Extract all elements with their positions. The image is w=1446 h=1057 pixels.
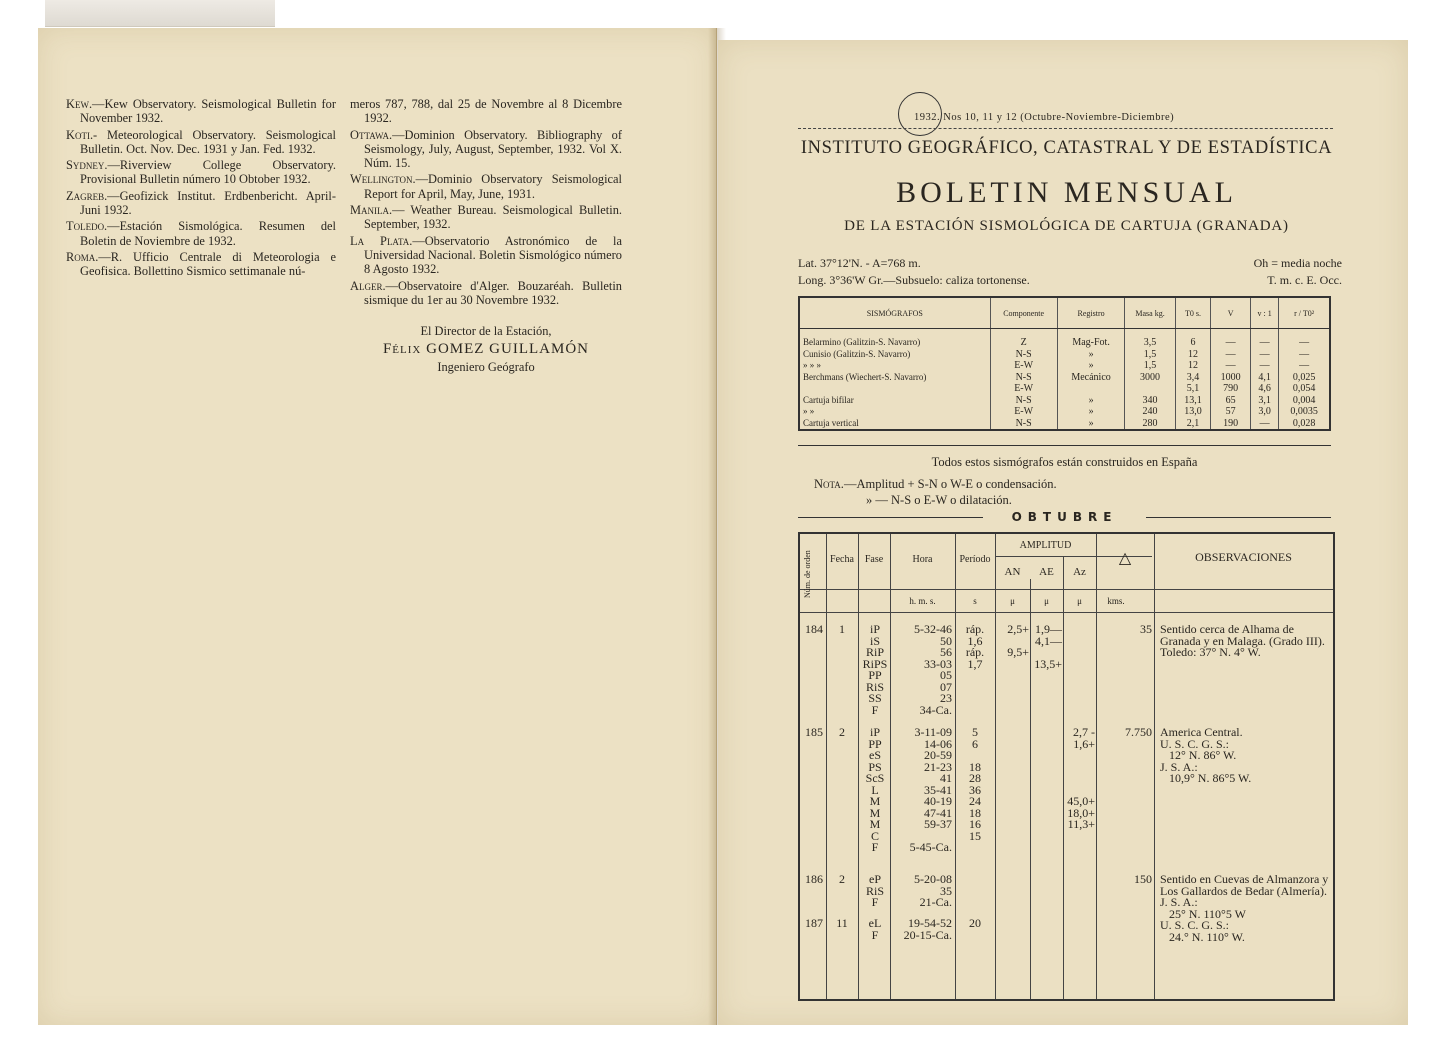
bulletin-title: BOLETIN MENSUAL	[896, 176, 1237, 209]
seismograph-cell: 13,0	[1175, 406, 1211, 418]
event-hora: 5-20-08 35 21-Ca.	[914, 872, 952, 909]
entry-text: —Dominio Observatory Seismological Report for April, May, June, 1931.	[364, 172, 622, 201]
bulletin-entry	[350, 203, 622, 232]
bulletin-entry	[350, 279, 622, 308]
seismograph-cell: 1,5	[1125, 360, 1175, 372]
dashed-rule	[798, 128, 1333, 129]
seismograph-cell	[799, 383, 990, 395]
bulletins-column-1	[66, 97, 336, 281]
event-fecha: 1	[839, 622, 845, 636]
bulletin-entry	[350, 234, 622, 277]
issue-text: 1932. Nos 10, 11 y 12 (Octubre-Noviembre-Diciembre)	[914, 112, 1175, 123]
seismograph-cell: —	[1250, 337, 1278, 349]
seismograph-cell: N-S	[990, 349, 1057, 361]
seismograph-cell: »	[1057, 406, 1125, 418]
entry-text: —Geofizick Institut. Erdbenbericht. April-Juni 1932.	[80, 188, 336, 218]
bulletin-entry	[66, 219, 336, 248]
seismographs-table	[798, 296, 1331, 431]
station-subtitle: DE LA ESTACIÓN SISMOLÓGICA DE CARTUJA (GRANADA)	[844, 218, 1289, 234]
event-fase: iP PP eS PS ScS L M M M C F	[865, 725, 885, 854]
seismograph-cell: 3,5	[1125, 337, 1175, 349]
seismograph-cell: 4,6	[1250, 383, 1278, 395]
signature-line: El Director de la Estación,	[420, 324, 552, 338]
entry-text: — Weather Bureau. Seismological Bulletin. September, 1932.	[364, 203, 622, 232]
seismograph-cell: —	[1279, 349, 1330, 361]
observaciones-header: OBSERVACIONES	[1195, 550, 1292, 564]
handwritten-circle	[898, 92, 942, 136]
entry-city: La Plata.	[350, 233, 413, 248]
seismograph-cell: 3,4	[1175, 372, 1211, 384]
amplitude-note	[814, 476, 1057, 508]
bulletin-entry	[350, 172, 622, 201]
nota-line-2: » — N-S o E-W o dilatación.	[866, 493, 1012, 507]
seismograph-cell: » » »	[799, 360, 990, 372]
entry-city: Sydney.	[66, 158, 108, 173]
entry-text: —Observatorio Astronómico de la Universidad Nacional. Boletin Sismológico número 8 Agosto 1932.	[364, 233, 623, 277]
an-header: AN	[1004, 566, 1021, 578]
seismograph-cell: E-W	[990, 360, 1057, 372]
seismograph-cell: 280	[1125, 418, 1175, 431]
time-reference	[1232, 255, 1342, 289]
seismograph-cell: N-S	[990, 372, 1057, 384]
event-hora: 5-32-46 50 56 33-03 05 07 23 34-Ca.	[914, 622, 952, 717]
seismograph-cell	[1125, 383, 1175, 395]
event-delta: 35	[1140, 622, 1152, 636]
bulletin-entry	[66, 189, 336, 218]
observations-table	[798, 532, 1335, 1001]
hora-header: Hora	[912, 554, 933, 565]
entry-text: - Meteorological Observatory. Seismological Bulletin. Oct. Nov. Dec. 1931 y Jan. Fed. 1932.	[80, 127, 336, 156]
event-num: 187	[805, 916, 823, 930]
seismograph-cell: Belarmino (Galitzin-S. Navarro)	[799, 337, 990, 349]
nota-label: Nota.	[814, 477, 844, 491]
seismograph-column-header: T0 s.	[1175, 297, 1211, 329]
bulletin-entry	[66, 250, 336, 279]
seismograph-column-header: SISMÓGRAFOS	[799, 297, 990, 329]
seismograph-cell: 0,028	[1279, 418, 1330, 431]
event-fase: iP iS RiP RiPS PP RiS SS F	[862, 622, 888, 717]
event-periodo: 5 6 18 28 36 24 18 16 15	[969, 725, 981, 843]
seismograph-cell: 0,0035	[1279, 406, 1330, 418]
seismograph-cell: 1,5	[1125, 349, 1175, 361]
director-role: Ingeniero Geógrafo	[437, 360, 535, 374]
delta-header: △	[1118, 550, 1132, 567]
seismograph-cell: —	[1250, 418, 1278, 431]
seismograph-cell: —	[1250, 360, 1278, 372]
signature-block	[350, 322, 622, 376]
seismograph-cell: 0,004	[1279, 395, 1330, 407]
seismograph-cell: »	[1057, 395, 1125, 407]
unit-kms: kms.	[1107, 596, 1125, 606]
entry-city: Manila.	[350, 203, 393, 218]
seismograph-cell: 4,1	[1250, 372, 1278, 384]
right-page	[718, 40, 1408, 1025]
event-hora: 19-54-52 20-15-Ca.	[903, 916, 952, 942]
fase-header: Fase	[864, 554, 884, 565]
seismograph-cell: 2,1	[1175, 418, 1211, 431]
entry-city: Ottawa.	[350, 127, 393, 142]
event-fase: eL F	[868, 916, 882, 942]
unit-hms: h. m. s.	[909, 596, 936, 606]
seismograph-cell: Mag-Fot.	[1057, 337, 1125, 349]
seismograph-cell: E-W	[990, 406, 1057, 418]
seismograph-cell: 12	[1175, 360, 1211, 372]
seismograph-cell: 3000	[1125, 372, 1175, 384]
bulletin-entry	[66, 128, 336, 157]
seismograph-cell: —	[1211, 337, 1250, 349]
seismograph-cell: 790	[1211, 383, 1250, 395]
seismograph-cell: » »	[799, 406, 990, 418]
seismograph-cell: N-S	[990, 395, 1057, 407]
entry-city: Kew.	[66, 97, 93, 111]
seismograph-cell: 0,025	[1279, 372, 1330, 384]
bulletins-column-2	[350, 97, 622, 309]
entry-text: meros 787, 788, dal 25 de Novembre al 8 Dicembre 1932.	[350, 97, 622, 126]
issue-line	[914, 112, 1174, 123]
seismograph-row	[799, 383, 1330, 395]
director-name: Félix GOMEZ GUILLAMÓN	[382, 341, 590, 357]
seismograph-cell: 340	[1125, 395, 1175, 407]
seismograph-cell: 1000	[1211, 372, 1250, 384]
seismograph-row	[799, 372, 1330, 384]
event-an: 2,5+ 9,5+	[1007, 622, 1029, 659]
event-ae: 1,9— 4,1— 13,5+	[1034, 622, 1062, 671]
entry-text: —Estación Sismológica. Resumen del Boletin de Noviembre de 1932.	[80, 219, 336, 248]
entry-text: —Riverview College Observatory. Provisional Bulletin número 10 Obtober 1932.	[80, 158, 336, 187]
seismograph-column-header: V	[1211, 297, 1250, 329]
amplitud-header: AMPLITUD	[1019, 540, 1072, 551]
event-az: 2,7 - 1,6+ 45,0+ 18,0+ 11,3+	[1067, 725, 1095, 831]
entry-city: Zagreb.	[66, 188, 108, 203]
seismograph-cell: 13,1	[1175, 395, 1211, 407]
seismograph-row	[799, 406, 1330, 418]
fecha-header: Fecha	[830, 554, 854, 565]
unit-mu-an: μ	[1010, 596, 1015, 606]
bulletin-entry	[350, 97, 622, 126]
longitude-line: Long. 3°36'W Gr.—Subsuelo: caliza tortonense.	[798, 273, 1030, 287]
num-header: Núm. de orden	[803, 550, 812, 598]
seismograph-cell: —	[1279, 360, 1330, 372]
seismograph-cell: 240	[1125, 406, 1175, 418]
seismograph-cell: Cunisio (Galitzin-S. Navarro)	[799, 349, 990, 361]
seismograph-column-header: Registro	[1057, 297, 1125, 329]
entry-text: —Observatoire d'Alger. Bouzaréah. Bulletin sismique du 1er au 30 Novembre 1932.	[364, 278, 622, 307]
seismograph-column-header: v : 1	[1250, 297, 1278, 329]
seismograph-cell: E-W	[990, 383, 1057, 395]
entry-text: —Dominion Observatory. Bibliography of Seismology, July, August, September, 1932. Vol X. Núm. 15.	[364, 127, 622, 171]
seismograph-cell: »	[1057, 360, 1125, 372]
seismograph-column-header: r / T0²	[1279, 297, 1330, 329]
seismograph-cell: —	[1211, 360, 1250, 372]
seismograph-cell: Mecánico	[1057, 372, 1125, 384]
seismograph-cell: 190	[1211, 418, 1250, 431]
seismograph-row	[799, 395, 1330, 407]
seismograph-row	[799, 360, 1330, 372]
event-periodo: ráp. 1,6 ráp. 1,7	[965, 622, 985, 671]
event-delta: 150	[1134, 872, 1152, 886]
az-header: Az	[1073, 566, 1086, 578]
bulletin-entry	[66, 158, 336, 187]
seismograph-row	[799, 418, 1330, 431]
institute-title: INSTITUTO GEOGRÁFICO, CATASTRAL Y DE ESTADÍSTICA	[800, 138, 1333, 158]
seismograph-cell: N-S	[990, 418, 1057, 431]
entry-city: Toledo.	[66, 219, 108, 234]
seismograph-row	[799, 337, 1330, 349]
event-fecha: 2	[839, 872, 845, 886]
entry-city: Roma.	[66, 249, 99, 264]
entry-city: Alger.	[350, 278, 386, 293]
seismograph-cell: 5,1	[1175, 383, 1211, 395]
unit-mu-ae: μ	[1044, 596, 1049, 606]
seismograph-row	[799, 349, 1330, 361]
event-delta: 7.750	[1125, 725, 1152, 739]
seismograph-cell: »	[1057, 418, 1125, 431]
event-hora: 3-11-09 14-06 20-59 21-23 41 35-41 40-19 47-41 59-37 5-45-Ca.	[909, 725, 952, 854]
midnight-note: Oh = media noche	[1253, 256, 1342, 270]
seismograph-column-header: Masa kg.	[1125, 297, 1175, 329]
seismograph-cell	[1057, 383, 1125, 395]
entry-city: Wellington.	[350, 172, 416, 187]
bulletin-entry	[66, 97, 336, 126]
event-observaciones: Sentido cerca de Alhama de Granada y en Malaga. (Grado III). Toledo: 37° N. 4° W.	[1160, 622, 1325, 659]
event-fecha: 2	[839, 725, 845, 739]
event-num: 184	[805, 622, 823, 636]
unit-mu-az: μ	[1077, 596, 1082, 606]
section-rule	[798, 445, 1331, 446]
event-observaciones: Sentido en Cuevas de Almanzora y Los Gallardos de Bedar (Almería). J. S. A.: 25° N. 110°5 W U. S. C. G. S.: 24.° N. 110° W.	[1160, 872, 1329, 944]
seismograph-cell: 57	[1211, 406, 1250, 418]
seismograph-cell: —	[1211, 349, 1250, 361]
entry-text: —Kew Observatory. Seismological Bulletin for November 1932.	[80, 97, 336, 126]
unit-s: s	[973, 596, 977, 606]
time-system: T. m. c. E. Occ.	[1267, 273, 1342, 287]
event-fase: eP RiS F	[865, 872, 884, 909]
periodo-header: Período	[959, 554, 991, 565]
event-num: 186	[805, 872, 823, 886]
bulletin-entry	[350, 128, 622, 171]
seismograph-column-header: Componente	[990, 297, 1057, 329]
seismograph-cell: 65	[1211, 395, 1250, 407]
event-observaciones: America Central. U. S. C. G. S.: 12° N. 86° W. J. S. A.: 10,9° N. 86°5 W.	[1160, 725, 1252, 785]
seismograph-cell: »	[1057, 349, 1125, 361]
seismograph-cell: 0,054	[1279, 383, 1330, 395]
seismograph-cell: Berchmans (Wiechert-S. Navarro)	[799, 372, 990, 384]
seismograph-cell: Z	[990, 337, 1057, 349]
nota-line-1: —Amplitud + S-N o W-E o condensación.	[843, 477, 1057, 491]
entry-city: Koti.	[66, 127, 94, 142]
seismograph-cell: —	[1279, 337, 1330, 349]
origin-note: Todos estos sismógrafos están construidos en España	[931, 455, 1198, 469]
month-heading: OBTUBRE	[798, 510, 1331, 524]
event-num: 185	[805, 725, 823, 739]
paper-scrap	[45, 0, 275, 27]
seismograph-cell: 6	[1175, 337, 1211, 349]
seismograph-cell: 3,0	[1250, 406, 1278, 418]
seismograph-cell: Cartuja bifilar	[799, 395, 990, 407]
entry-text: —R. Ufficio Centrale di Meteorologia e Geofisica. Bollettino Sismico settimanale nú-	[80, 249, 336, 279]
seismograph-cell: 3,1	[1250, 395, 1278, 407]
latitude-line: Lat. 37°12'N. - A=768 m.	[798, 256, 921, 270]
seismograph-cell: Cartuja vertical	[799, 418, 990, 431]
seismograph-cell: 12	[1175, 349, 1211, 361]
event-periodo: 20	[969, 916, 981, 930]
seismograph-cell: —	[1250, 349, 1278, 361]
event-fecha: 11	[836, 916, 848, 930]
station-coordinates	[798, 255, 1030, 289]
ae-header: AE	[1039, 566, 1054, 578]
